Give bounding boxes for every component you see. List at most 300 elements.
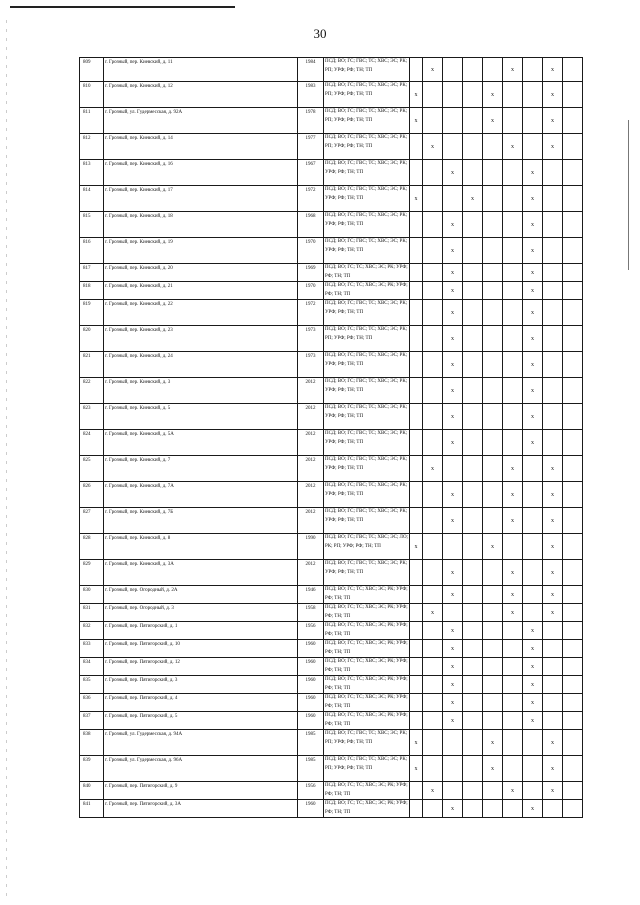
mark-cell <box>503 640 523 658</box>
mark-cell <box>523 730 543 756</box>
mark-cell <box>543 186 563 212</box>
mark-cell <box>483 58 503 82</box>
mark-cell <box>483 430 503 456</box>
row-number-cell: 821 <box>80 352 104 378</box>
systems-cell: ПСД; ВО; ГС; ТС; ХВС; ЭС; РК; УРФ; РФ; ТН; ТП <box>324 658 410 676</box>
mark-cell <box>410 404 423 430</box>
mark-cell-checked: x <box>443 212 463 238</box>
mark-cell <box>563 58 583 82</box>
row-number-cell: 828 <box>80 534 104 560</box>
mark-cell <box>463 82 483 108</box>
mark-cell <box>483 160 503 186</box>
mark-cell <box>523 82 543 108</box>
mark-cell <box>463 730 483 756</box>
mark-cell <box>483 404 503 430</box>
row-number-cell: 815 <box>80 212 104 238</box>
mark-cell <box>410 712 423 730</box>
mark-cell <box>563 326 583 352</box>
mark-cell-checked: x <box>543 482 563 508</box>
mark-cell-checked: x <box>483 534 503 560</box>
address-cell: г. Грозный, ул. Гудермесская, д. 94А <box>104 730 298 756</box>
address-cell: г. Грозный, пер. Киевский, д. 5 <box>104 404 298 430</box>
mark-cell-checked: x <box>503 134 523 160</box>
year-cell: 2012 <box>298 482 324 508</box>
mark-cell-checked: x <box>523 676 543 694</box>
table-row <box>80 658 583 676</box>
mark-cell <box>463 508 483 534</box>
mark-cell <box>563 430 583 456</box>
mark-cell <box>483 456 503 482</box>
year-cell: 2012 <box>298 508 324 534</box>
housing-register-table <box>79 57 583 818</box>
mark-cell <box>563 560 583 586</box>
mark-cell <box>503 82 523 108</box>
mark-cell <box>463 658 483 676</box>
mark-cell <box>423 108 443 134</box>
year-cell: 1968 <box>298 212 324 238</box>
year-cell: 1977 <box>298 134 324 160</box>
mark-cell <box>563 508 583 534</box>
mark-cell-checked: x <box>443 800 463 818</box>
mark-cell <box>543 352 563 378</box>
year-cell: 1984 <box>298 58 324 82</box>
mark-cell <box>483 186 503 212</box>
table-row <box>80 782 583 800</box>
mark-cell <box>523 756 543 782</box>
mark-cell <box>410 658 423 676</box>
mark-cell <box>463 212 483 238</box>
mark-cell-checked: x <box>443 352 463 378</box>
mark-cell-checked: x <box>443 378 463 404</box>
year-cell: 1990 <box>298 534 324 560</box>
mark-cell <box>423 586 443 604</box>
mark-cell-checked: x <box>543 730 563 756</box>
mark-cell <box>410 264 423 282</box>
address-cell: г. Грозный, пер. Киевский, д. 12 <box>104 82 298 108</box>
mark-cell <box>423 800 443 818</box>
table-row <box>80 212 583 238</box>
mark-cell-checked: x <box>523 238 543 264</box>
address-cell: г. Грозный, пер. Киевский, д. 7Б <box>104 508 298 534</box>
row-number-cell: 835 <box>80 676 104 694</box>
mark-cell <box>463 404 483 430</box>
mark-cell-checked: x <box>443 282 463 300</box>
row-number-cell: 827 <box>80 508 104 534</box>
row-number-cell: 809 <box>80 58 104 82</box>
row-number-cell: 819 <box>80 300 104 326</box>
mark-cell <box>523 58 543 82</box>
mark-cell <box>423 300 443 326</box>
systems-cell: ПСД; ВО; ГС; ГВС; ТС; ХВС; ЭС; РК; УРФ; РФ; ТН; ТП <box>324 352 410 378</box>
mark-cell-checked: x <box>523 378 543 404</box>
mark-cell <box>443 82 463 108</box>
mark-cell <box>463 456 483 482</box>
mark-cell <box>463 604 483 622</box>
mark-cell-checked: x <box>423 134 443 160</box>
year-cell: 1960 <box>298 800 324 818</box>
systems-cell: ПСД; ВО; ГС; ГВС; ТС; ХВС; ЭС; РК; РП; УРФ; РФ; ТН; ТП <box>324 756 410 782</box>
mark-cell-checked: x <box>443 560 463 586</box>
mark-cell-checked: x <box>410 82 423 108</box>
mark-cell <box>543 622 563 640</box>
address-cell: г. Грозный, пер. Киевский, д. 19 <box>104 238 298 264</box>
mark-cell-checked: x <box>523 352 543 378</box>
year-cell: 1985 <box>298 730 324 756</box>
mark-cell-checked: x <box>410 108 423 134</box>
mark-cell <box>443 604 463 622</box>
row-number-cell: 838 <box>80 730 104 756</box>
mark-cell <box>563 352 583 378</box>
mark-cell <box>423 694 443 712</box>
year-cell: 1970 <box>298 238 324 264</box>
mark-cell <box>523 508 543 534</box>
systems-cell: ПСД; ВО; ГС; ТС; ХВС; ЭС; РК; УРФ; РФ; ТН; ТП <box>324 264 410 282</box>
table-row <box>80 404 583 430</box>
mark-cell <box>463 800 483 818</box>
row-number-cell: 833 <box>80 640 104 658</box>
mark-cell <box>410 378 423 404</box>
mark-cell-checked: x <box>543 508 563 534</box>
mark-cell-checked: x <box>503 58 523 82</box>
mark-cell-checked: x <box>410 534 423 560</box>
mark-cell <box>423 534 443 560</box>
mark-cell <box>563 238 583 264</box>
mark-cell <box>483 640 503 658</box>
address-cell: г. Грозный, пер. Пятигорский, д. 12 <box>104 658 298 676</box>
table-row <box>80 586 583 604</box>
mark-cell <box>410 160 423 186</box>
mark-cell-checked: x <box>443 640 463 658</box>
year-cell: 1973 <box>298 352 324 378</box>
mark-cell-checked: x <box>523 800 543 818</box>
mark-cell <box>483 282 503 300</box>
table-row <box>80 300 583 326</box>
year-cell: 2012 <box>298 378 324 404</box>
mark-cell <box>523 482 543 508</box>
systems-cell: ПСД; ВО; ГС; ТС; ХВС; ЭС; РК; УРФ; РФ; ТН; ТП <box>324 782 410 800</box>
mark-cell <box>423 326 443 352</box>
mark-cell <box>503 756 523 782</box>
systems-cell: ПСД; ВО; ГС; ТС; ХВС; ЭС; РК; УРФ; РФ; ТН; ТП <box>324 622 410 640</box>
mark-cell <box>410 430 423 456</box>
row-number-cell: 837 <box>80 712 104 730</box>
address-cell: г. Грозный, пер. Пятигорский, д. 3А <box>104 800 298 818</box>
mark-cell <box>463 694 483 712</box>
mark-cell <box>503 658 523 676</box>
mark-cell <box>503 160 523 186</box>
table-row <box>80 186 583 212</box>
mark-cell <box>563 212 583 238</box>
mark-cell <box>423 160 443 186</box>
mark-cell-checked: x <box>523 212 543 238</box>
mark-cell-checked: x <box>483 756 503 782</box>
mark-cell <box>463 782 483 800</box>
address-cell: г. Грозный, пер. Киевский, д. 11 <box>104 58 298 82</box>
address-cell: г. Грозный, пер. Пятигорский, д. 9 <box>104 782 298 800</box>
mark-cell <box>423 508 443 534</box>
mark-cell <box>543 676 563 694</box>
mark-cell-checked: x <box>523 264 543 282</box>
mark-cell-checked: x <box>503 482 523 508</box>
mark-cell <box>483 264 503 282</box>
mark-cell <box>410 560 423 586</box>
row-number-cell: 826 <box>80 482 104 508</box>
mark-cell <box>563 404 583 430</box>
systems-cell: ПСД; ВО; ГС; ТС; ХВС; ЭС; РК; УРФ; РФ; ТН; ТП <box>324 604 410 622</box>
mark-cell <box>523 586 543 604</box>
mark-cell <box>563 712 583 730</box>
address-cell: г. Грозный, пер. Киевский, д. 3 <box>104 378 298 404</box>
address-cell: г. Грозный, пер. Огородный, д. 3 <box>104 604 298 622</box>
mark-cell-checked: x <box>543 82 563 108</box>
mark-cell <box>423 658 443 676</box>
mark-cell <box>523 134 543 160</box>
mark-cell-checked: x <box>443 694 463 712</box>
mark-cell-checked: x <box>543 108 563 134</box>
mark-cell-checked: x <box>423 604 443 622</box>
year-cell: 2012 <box>298 430 324 456</box>
mark-cell <box>543 640 563 658</box>
mark-cell <box>483 782 503 800</box>
table-row <box>80 134 583 160</box>
mark-cell <box>483 658 503 676</box>
table-row <box>80 378 583 404</box>
mark-cell <box>543 300 563 326</box>
mark-cell <box>443 456 463 482</box>
address-cell: г. Грозный, пер. Киевский, д. 24 <box>104 352 298 378</box>
table-row <box>80 82 583 108</box>
table-row <box>80 534 583 560</box>
mark-cell <box>543 326 563 352</box>
row-number-cell: 816 <box>80 238 104 264</box>
mark-cell-checked: x <box>543 456 563 482</box>
year-cell: 1972 <box>298 300 324 326</box>
mark-cell <box>503 326 523 352</box>
mark-cell-checked: x <box>423 58 443 82</box>
systems-cell: ПСД; ВО; ГС; ГВС; ТС; ХВС; ЭС; РК; УРФ; РФ; ТН; ТП <box>324 238 410 264</box>
mark-cell <box>563 534 583 560</box>
table-row <box>80 508 583 534</box>
systems-cell: ПСД; ВО; ГС; ГВС; ТС; ХВС; ЭС; РК; УРФ; РФ; ТН; ТП <box>324 508 410 534</box>
mark-cell <box>563 658 583 676</box>
mark-cell <box>563 694 583 712</box>
mark-cell-checked: x <box>443 658 463 676</box>
mark-cell-checked: x <box>443 430 463 456</box>
mark-cell-checked: x <box>523 282 543 300</box>
mark-cell-checked: x <box>463 186 483 212</box>
mark-cell <box>563 160 583 186</box>
mark-cell <box>523 108 543 134</box>
mark-cell <box>543 238 563 264</box>
mark-cell-checked: x <box>523 622 543 640</box>
mark-cell <box>463 264 483 282</box>
systems-cell: ПСД; ВО; ГС; ГВС; ТС; ХВС; ЭС; РК; УРФ; РФ; ТН; ТП <box>324 186 410 212</box>
mark-cell <box>483 712 503 730</box>
mark-cell <box>423 640 443 658</box>
systems-cell: ПСД; ВО; ГС; ГВС; ТС; ХВС; ЭС; РК; РП; УРФ; РФ; ТН; ТП <box>324 134 410 160</box>
mark-cell <box>423 282 443 300</box>
mark-cell <box>410 58 423 82</box>
mark-cell <box>410 456 423 482</box>
mark-cell <box>423 352 443 378</box>
mark-cell <box>563 186 583 212</box>
table-row <box>80 676 583 694</box>
mark-cell <box>563 800 583 818</box>
table-row <box>80 694 583 712</box>
mark-cell <box>563 108 583 134</box>
mark-cell-checked: x <box>543 782 563 800</box>
mark-cell <box>463 352 483 378</box>
mark-cell <box>423 378 443 404</box>
mark-cell-checked: x <box>503 508 523 534</box>
mark-cell <box>423 482 443 508</box>
mark-cell <box>483 560 503 586</box>
mark-cell <box>563 264 583 282</box>
mark-cell <box>563 378 583 404</box>
year-cell: 1967 <box>298 160 324 186</box>
systems-cell: ПСД; ВО; ГС; ГВС; ТС; ХВС; ЭС; РК; РП; УРФ; РФ; ТН; ТП <box>324 108 410 134</box>
year-cell: 1960 <box>298 640 324 658</box>
address-cell: г. Грозный, пер. Киевский, д. 8 <box>104 534 298 560</box>
mark-cell <box>463 676 483 694</box>
mark-cell <box>423 212 443 238</box>
mark-cell-checked: x <box>443 482 463 508</box>
address-cell: г. Грозный, пер. Киевский, д. 14 <box>104 134 298 160</box>
mark-cell <box>503 264 523 282</box>
mark-cell <box>483 238 503 264</box>
row-number-cell: 830 <box>80 586 104 604</box>
mark-cell <box>423 430 443 456</box>
row-number-cell: 822 <box>80 378 104 404</box>
mark-cell <box>410 604 423 622</box>
mark-cell-checked: x <box>483 82 503 108</box>
mark-cell-checked: x <box>443 264 463 282</box>
row-number-cell: 832 <box>80 622 104 640</box>
mark-cell <box>423 560 443 586</box>
mark-cell-checked: x <box>503 604 523 622</box>
systems-cell: ПСД; ВО; ГС; ГВС; ТС; ХВС; ЭС; РК; РП; УРФ; РФ; ТН; ТП <box>324 58 410 82</box>
address-cell: г. Грозный, пер. Киевский, д. 17 <box>104 186 298 212</box>
table-row <box>80 282 583 300</box>
row-number-cell: 840 <box>80 782 104 800</box>
systems-cell: ПСД; ВО; ГС; ГВС; ТС; ХВС; ЭС; РК; УРФ; РФ; ТН; ТП <box>324 212 410 238</box>
mark-cell <box>503 430 523 456</box>
mark-cell <box>423 622 443 640</box>
table-row <box>80 264 583 282</box>
mark-cell-checked: x <box>443 238 463 264</box>
row-number-cell: 823 <box>80 404 104 430</box>
mark-cell <box>503 352 523 378</box>
systems-cell: ПСД; ВО; ГС; ГВС; ТС; ХВС; ЭС; РК; РП; УРФ; РФ; ТН; ТП <box>324 82 410 108</box>
mark-cell <box>410 326 423 352</box>
mark-cell <box>543 212 563 238</box>
mark-cell <box>423 238 443 264</box>
mark-cell <box>483 622 503 640</box>
mark-cell <box>543 160 563 186</box>
mark-cell <box>523 560 543 586</box>
mark-cell <box>423 404 443 430</box>
mark-cell <box>463 586 483 604</box>
table-row <box>80 238 583 264</box>
year-cell: 1985 <box>298 756 324 782</box>
year-cell: 2012 <box>298 560 324 586</box>
table-row <box>80 108 583 134</box>
mark-cell <box>503 622 523 640</box>
mark-cell <box>503 300 523 326</box>
mark-cell <box>463 430 483 456</box>
mark-cell-checked: x <box>523 430 543 456</box>
mark-cell <box>443 782 463 800</box>
mark-cell <box>463 712 483 730</box>
mark-cell-checked: x <box>523 404 543 430</box>
mark-cell-checked: x <box>503 456 523 482</box>
mark-cell <box>410 282 423 300</box>
mark-cell-checked: x <box>523 160 543 186</box>
mark-cell-checked: x <box>483 108 503 134</box>
systems-cell: ПСД; ВО; ГС; ТС; ХВС; ЭС; РК; УРФ; РФ; ТН; ТП <box>324 676 410 694</box>
table-row <box>80 712 583 730</box>
mark-cell <box>463 482 483 508</box>
mark-cell <box>410 622 423 640</box>
mark-cell-checked: x <box>443 160 463 186</box>
mark-cell <box>543 264 563 282</box>
mark-cell-checked: x <box>423 456 443 482</box>
row-number-cell: 841 <box>80 800 104 818</box>
systems-cell: ПСД; ВО; ГС; ТС; ХВС; ЭС; РК; УРФ; РФ; ТН; ТП <box>324 586 410 604</box>
mark-cell <box>503 534 523 560</box>
address-cell: г. Грозный, пер. Киевский, д. 3А <box>104 560 298 586</box>
mark-cell-checked: x <box>543 586 563 604</box>
mark-cell <box>410 586 423 604</box>
mark-cell <box>443 186 463 212</box>
table-row <box>80 160 583 186</box>
mark-cell <box>543 282 563 300</box>
mark-cell <box>503 186 523 212</box>
address-cell: г. Грозный, пер. Пятигорский, д. 3 <box>104 676 298 694</box>
systems-cell: ПСД; ВО; ГС; ГВС; ТС; ХВС; ЭС; РК; УРФ; РФ; ТН; ТП <box>324 300 410 326</box>
mark-cell-checked: x <box>523 300 543 326</box>
mark-cell <box>563 134 583 160</box>
mark-cell <box>483 586 503 604</box>
row-number-cell: 820 <box>80 326 104 352</box>
year-cell: 1972 <box>298 186 324 212</box>
mark-cell <box>563 782 583 800</box>
address-cell: г. Грозный, пер. Киевский, д. 20 <box>104 264 298 282</box>
mark-cell-checked: x <box>523 326 543 352</box>
mark-cell <box>483 676 503 694</box>
mark-cell <box>423 756 443 782</box>
mark-cell <box>483 326 503 352</box>
mark-cell-checked: x <box>443 712 463 730</box>
mark-cell <box>410 782 423 800</box>
mark-cell <box>483 378 503 404</box>
address-cell: г. Грозный, пер. Пятигорский, д. 5 <box>104 712 298 730</box>
year-cell: 2012 <box>298 404 324 430</box>
mark-cell <box>423 676 443 694</box>
mark-cell <box>443 134 463 160</box>
mark-cell <box>483 604 503 622</box>
mark-cell <box>503 800 523 818</box>
table-row <box>80 756 583 782</box>
page-number: 30 <box>313 26 327 41</box>
mark-cell-checked: x <box>523 658 543 676</box>
row-number-cell: 834 <box>80 658 104 676</box>
row-number-cell: 829 <box>80 560 104 586</box>
row-number-cell: 818 <box>80 282 104 300</box>
mark-cell <box>563 676 583 694</box>
mark-cell <box>483 300 503 326</box>
address-cell: г. Грозный, ул. Гудермесская, д. 96А <box>104 756 298 782</box>
